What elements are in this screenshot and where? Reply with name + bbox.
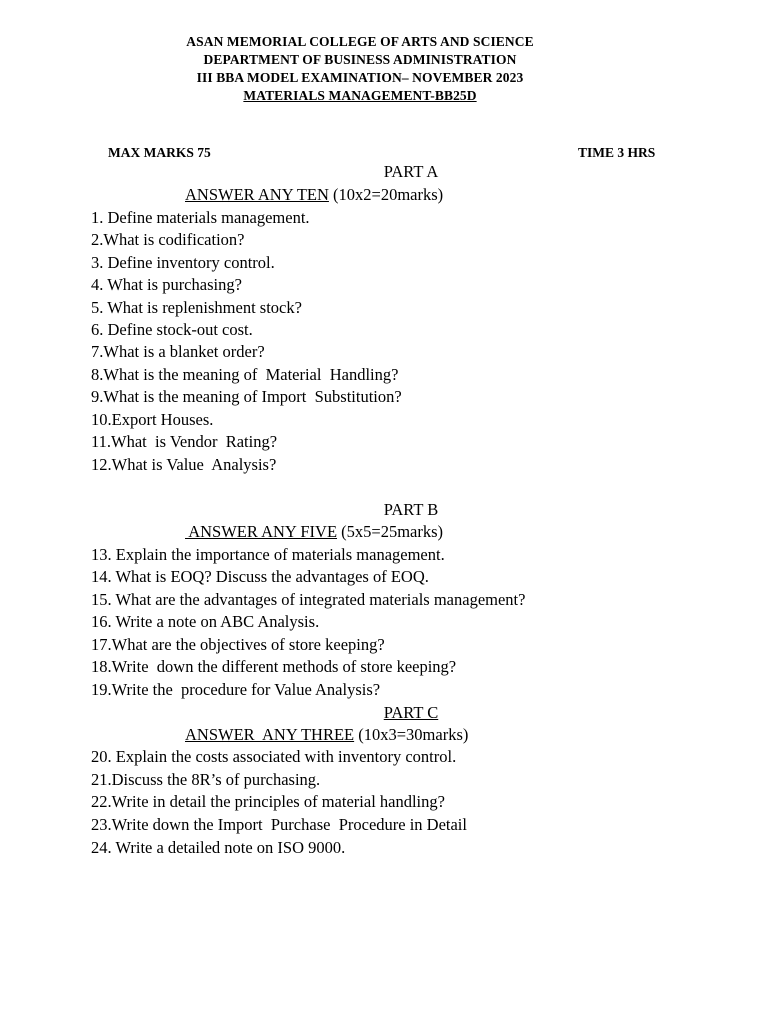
college-name: ASAN MEMORIAL COLLEGE OF ARTS AND SCIENCE: [186, 34, 534, 49]
question-23: 23.Write down the Import Purchase Procedure in Detail: [91, 815, 467, 834]
question-22: 22.Write in detail the principles of material handling?: [91, 792, 445, 811]
part-a-instruction-marks: (10x2=20marks): [328, 185, 444, 204]
question-3: 3. Define inventory control.: [91, 253, 275, 272]
question-21: 21.Discuss the 8R’s of purchasing.: [91, 770, 321, 789]
question-17: 17.What are the objectives of store keeping?: [91, 635, 385, 654]
part-b-instruction: [185, 522, 443, 542]
question-13: 13. Explain the importance of materials management.: [91, 545, 445, 564]
question-5: 5. What is replenishment stock?: [91, 298, 302, 317]
question-20: 20. Explain the costs associated with inventory control.: [91, 747, 457, 766]
question-9: 9.What is the meaning of Import Substitution?: [91, 387, 402, 406]
part-c-title: [0, 703, 768, 723]
department-name: DEPARTMENT OF BUSINESS ADMINISTRATION: [203, 52, 517, 67]
question-8: 8.What is the meaning of Material Handling?: [91, 365, 399, 384]
question-1: 1. Define materials management.: [91, 208, 310, 227]
question-15: 15. What are the advantages of integrated materials management?: [91, 590, 526, 609]
question-4: 4. What is purchasing?: [91, 275, 242, 294]
question-16: 16. Write a note on ABC Analysis.: [91, 612, 320, 631]
question-14: 14. What is EOQ? Discuss the advantages of EOQ.: [91, 567, 429, 586]
max-marks: MAX MARKS 75: [108, 145, 211, 160]
question-19: 19.Write the procedure for Value Analysis?: [91, 680, 381, 699]
part-c-title-text: PART C: [383, 703, 439, 722]
question-18: 18.Write down the different methods of store keeping?: [91, 657, 457, 676]
exam-title: III BBA MODEL EXAMINATION– NOVEMBER 2023: [196, 70, 524, 85]
subject-title-text: MATERIALS MANAGEMENT-BB25D: [243, 88, 477, 103]
question-6: 6. Define stock-out cost.: [91, 320, 253, 339]
part-b-instruction-marks: (5x5=25marks): [337, 522, 444, 541]
part-c-instruction-marks: (10x3=30marks): [354, 725, 469, 744]
question-10: 10.Export Houses.: [91, 410, 214, 429]
part-c-instruction: [185, 725, 468, 745]
question-7: 7.What is a blanket order?: [91, 342, 265, 361]
question-12: 12.What is Value Analysis?: [91, 455, 277, 474]
part-c-instruction-main: ANSWER ANY THREE: [185, 725, 355, 744]
part-b-instruction-main: ANSWER ANY FIVE: [185, 522, 338, 541]
question-11: 11.What is Vendor Rating?: [91, 432, 278, 451]
question-2: 2.What is codification?: [91, 230, 245, 249]
time-allowed: TIME 3 HRS: [578, 145, 656, 160]
part-b-title: PART B: [383, 500, 439, 519]
part-a-instruction-main: ANSWER ANY TEN: [185, 185, 329, 204]
part-a-instruction: [185, 185, 443, 205]
part-a-title: PART A: [383, 162, 439, 181]
subject-title: [0, 88, 720, 104]
question-24: 24. Write a detailed note on ISO 9000.: [91, 838, 346, 857]
